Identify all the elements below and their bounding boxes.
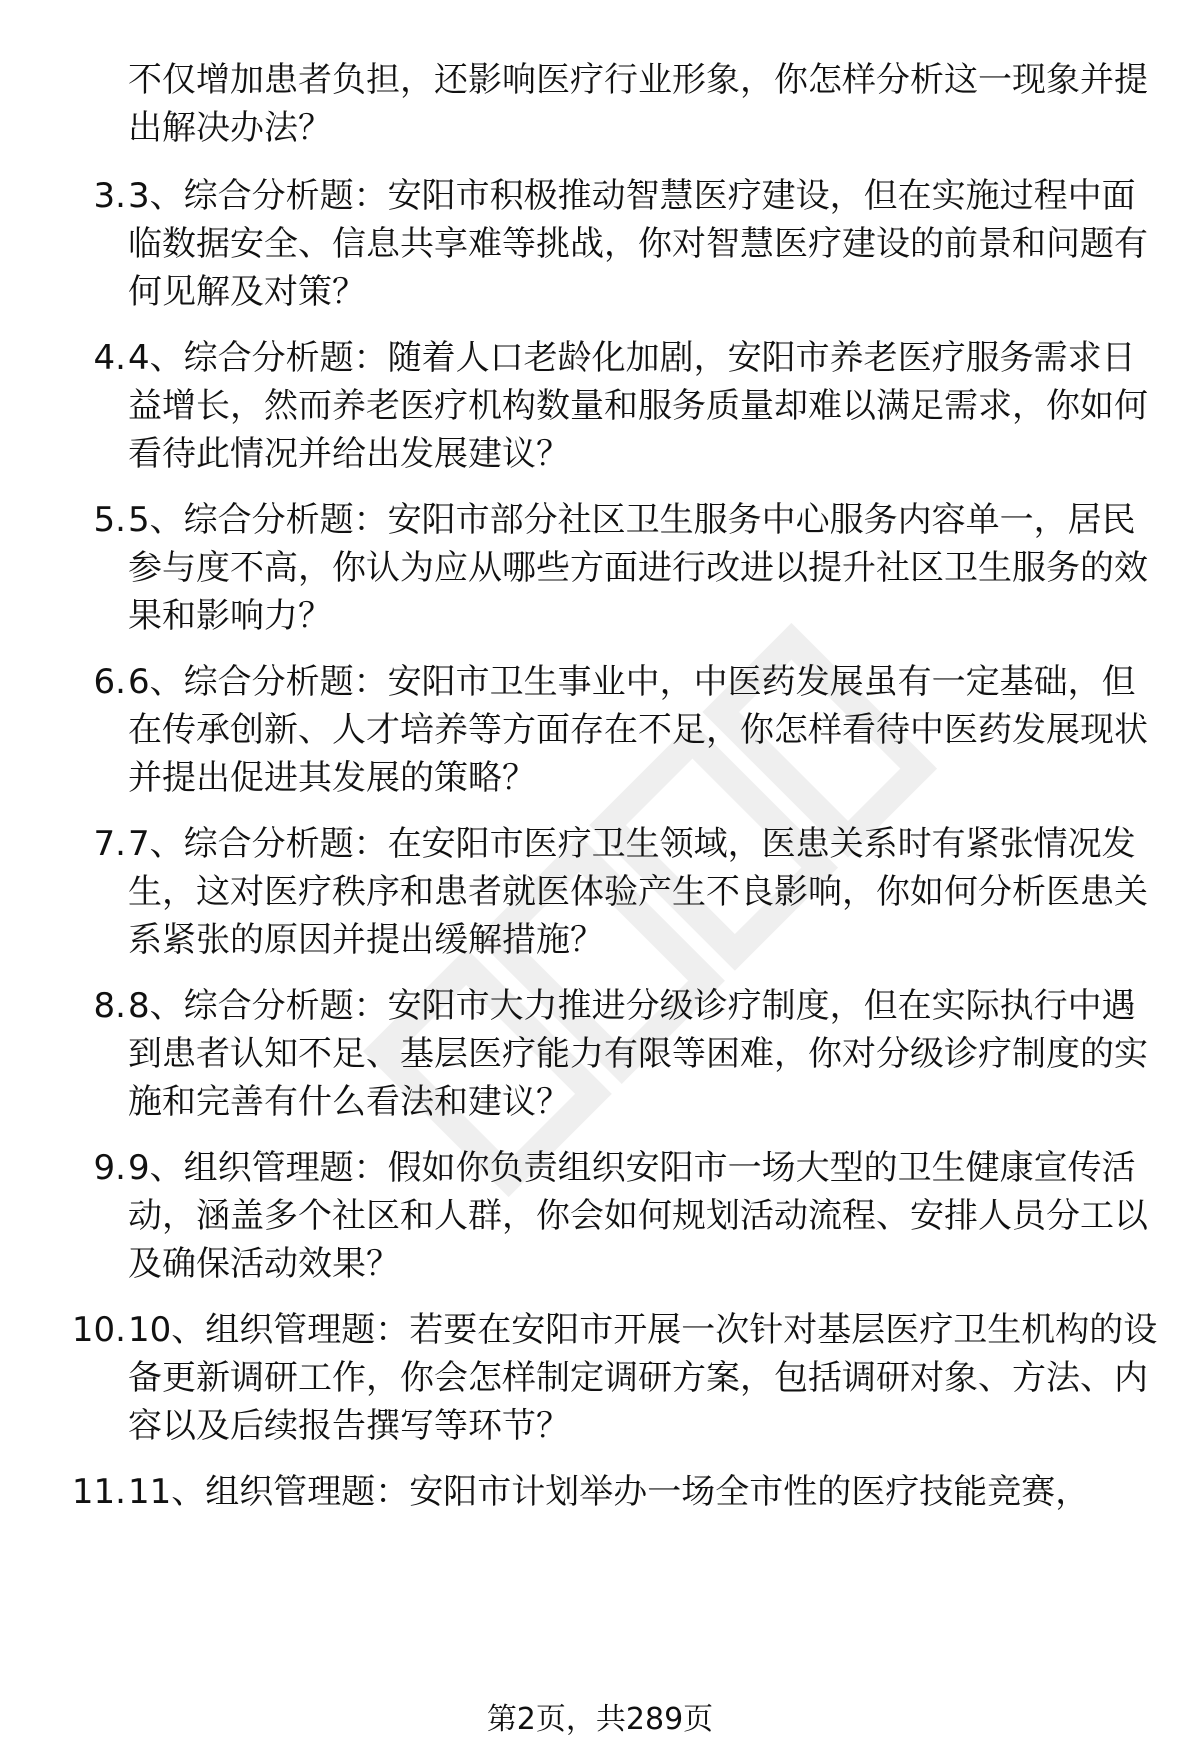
question-number: 11.	[71, 1472, 126, 1512]
question-text: 9、组织管理题：假如你负责组织安阳市一场大型的卫生健康宣传活动，涵盖多个社区和人群，你会如何规划活动流程、安排人员分工以及确保活动效果？	[128, 1148, 1148, 1284]
question-number: 7.	[93, 824, 126, 864]
page-footer: 第2页，共289页	[486, 1702, 714, 1737]
question-text: 3、综合分析题：安阳市积极推动智慧医疗建设，但在实施过程中面临数据安全、信息共享难等挑战，你对智慧医疗建设的前景和问题有何见解及对策？	[128, 176, 1148, 312]
question-text: 5、综合分析题：安阳市部分社区卫生服务中心服务内容单一，居民参与度不高，你认为应从哪些方面进行改进以提升社区卫生服务的效果和影响力？	[128, 500, 1148, 636]
question-text: 11、组织管理题：安阳市计划举办一场全市性的医疗技能竞赛，	[128, 1472, 1090, 1512]
question-text: 10、组织管理题：若要在安阳市开展一次针对基层医疗卫生机构的设备更新调研工作，你会怎样制定调研方案，包括调研对象、方法、内容以及后续报告撰写等环节？	[128, 1310, 1158, 1446]
question-number: 8.	[93, 986, 126, 1026]
question-number: 6.	[93, 662, 126, 702]
continuation-text: 不仅增加患者负担，还影响医疗行业形象，你怎样分析这一现象并提出解决办法？	[128, 60, 1148, 148]
question-text: 7、综合分析题：在安阳市医疗卫生领域，医患关系时有紧张情况发生，这对医疗秩序和患者就医体验产生不良影响，你如何分析医患关系紧张的原因并提出缓解措施？	[128, 824, 1148, 960]
question-number: 9.	[93, 1148, 126, 1188]
question-number: 10.	[71, 1310, 126, 1350]
question-number: 3.	[93, 176, 126, 216]
question-text: 6、综合分析题：安阳市卫生事业中，中医药发展虽有一定基础，但在传承创新、人才培养等方面存在不足，你怎样看待中医药发展现状并提出促进其发展的策略？	[128, 662, 1148, 798]
question-text: 8、综合分析题：安阳市大力推进分级诊疗制度，但在实际执行中遇到患者认知不足、基层医疗能力有限等困难，你对分级诊疗制度的实施和完善有什么看法和建议？	[128, 986, 1148, 1122]
question-number: 5.	[93, 500, 126, 540]
question-text: 4、综合分析题：随着人口老龄化加剧，安阳市养老医疗服务需求日益增长，然而养老医疗机构数量和服务质量却难以满足需求，你如何看待此情况并给出发展建议？	[128, 338, 1148, 474]
question-number: 4.	[93, 338, 126, 378]
